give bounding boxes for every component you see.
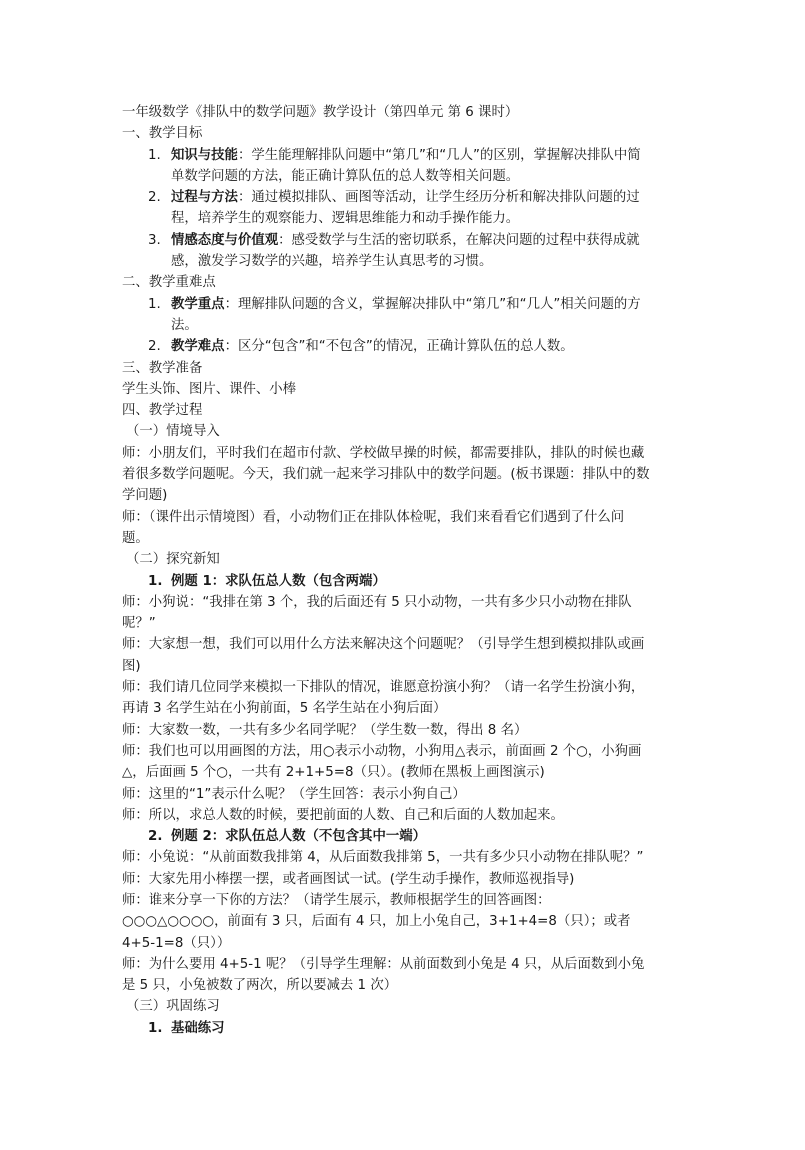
example-heading: [122, 826, 688, 847]
paragraph-line: 师：小朋友们，平时我们在超市付款、学校做早操的时候，都需要排队，排队的时候也藏: [122, 445, 645, 461]
paragraph-line: 师：为什么要用 4+5-1 呢？（引导学生理解：从前面数到小兔是 4 只，从后面数到小兔: [122, 956, 645, 972]
example-number: 1.: [148, 573, 163, 589]
paragraph-line: 师：小兔说：“从前面数我排第 4，从后面数我排第 5，一共有多少只小动物在排队呢？”: [122, 850, 644, 866]
paragraph-line: ○○○△○○○○，前面有 3 只，后面有 4 只，加上小兔自己，3+1+4=8（只）；或者: [122, 914, 631, 930]
goal-item-text: ：通过模拟排队、画图等活动，让学生经历分析和解决排队问题的过: [237, 190, 640, 206]
example-title: 例题 2：求队伍总人数（不包含其中一端）: [171, 829, 427, 845]
paragraph-line: 学问题): [122, 488, 168, 504]
paragraph-line: 是 5 只，小兔被数了两次，所以要减去 1 次）: [122, 978, 398, 994]
goal-item: [122, 145, 688, 188]
paragraph-line: 师：所以，求总人数的时候，要把前面的人数、自己和后面的人数加起来。: [122, 807, 564, 823]
paragraph-line: 题。: [122, 530, 149, 546]
goal-item-text: ：感受数学与生活的密切联系，在解决问题的过程中获得成就: [278, 232, 640, 248]
key-point-item: [122, 336, 688, 357]
paragraph-line: 呢？”: [122, 616, 156, 632]
section-heading-goals: 一、教学目标: [122, 126, 203, 142]
goal-item-number: 1.: [148, 147, 161, 163]
subsection-heading-explore: （二）探究新知: [126, 552, 220, 568]
paragraph-line: △，后面画 5 个○，一共有 2+1+5=8（只）。(教师在黑板上画图演示): [122, 765, 545, 781]
subsection-heading-intro: （一）情境导入: [126, 424, 220, 440]
example-title: 例题 1：求队伍总人数（包含两端）: [171, 573, 386, 589]
paragraph-line: 师：大家想一想，我们可以用什么方法来解决这个问题呢？（引导学生想到模拟排队或画: [122, 637, 645, 653]
paragraph-line: 师：谁来分享一下你的方法？（请学生展示，教师根据学生的回答画图：: [122, 892, 551, 908]
example-number: 2.: [148, 829, 163, 845]
goal-item-text: 感，激发学习数学的兴趣，培养学生认真思考的习惯。: [171, 254, 493, 270]
document-content: [122, 102, 688, 1039]
paragraph-line: 师：大家先用小棒摆一摆，或者画图试一试。(学生动手操作，教师巡视指导): [122, 871, 575, 887]
goal-item-text: 程，培养学生的观察能力、逻辑思维能力和动手操作能力。: [171, 211, 520, 227]
subsection-heading-practice: （三）巩固练习: [126, 999, 220, 1015]
goal-item-text: ：学生能理解排队问题中“第几”和“几人”的区别，掌握解决排队中简: [237, 147, 641, 163]
goal-item: [122, 230, 688, 273]
key-point-number: 2.: [148, 339, 161, 355]
goal-item-number: 2.: [148, 190, 161, 206]
goal-item: [122, 187, 688, 230]
goal-item-label: 过程与方法: [171, 190, 238, 206]
key-point-label: 教学重点: [171, 296, 225, 312]
paragraph-line: 师：大家数一数，一共有多少名同学呢？（学生数一数，得出 8 名）: [122, 722, 528, 738]
paragraph-line: 图): [122, 658, 141, 674]
paragraph-line: 师：我们也可以用画图的方法，用○表示小动物，小狗用△表示，前面画 2 个○，小狗画: [122, 743, 642, 759]
key-point-label: 教学难点: [171, 339, 225, 355]
key-point-item: [122, 294, 688, 337]
goal-item-label: 情感态度与价值观: [171, 232, 279, 248]
goal-item-text: 单数学问题的方法，能正确计算队伍的总人数等相关问题。: [171, 168, 520, 184]
key-point-text: ：理解排队问题的含义，掌握解决排队中“第几”和“几人”相关问题的方: [224, 296, 641, 312]
paragraph-line: 师：我们请几位同学来模拟一下排队的情况，谁愿意扮演小狗？（请一名学生扮演小狗，: [122, 680, 645, 696]
practice-item-number: 1.: [148, 1020, 163, 1036]
paragraph-line: 4+5-1=8（只））: [122, 935, 231, 951]
paragraph-line: 师：小狗说：“我排在第 3 个，我的后面还有 5 只小动物，一共有多少只小动物在排队: [122, 594, 632, 610]
practice-item-title: 基础练习: [171, 1020, 225, 1036]
paragraph-line: 着很多数学问题呢。今天，我们就一起来学习排队中的数学问题。(板书课题：排队中的数: [122, 467, 650, 483]
goal-item-label: 知识与技能: [171, 147, 238, 163]
key-point-text: ：区分“包含”和“不包含”的情况，正确计算队伍的总人数。: [224, 339, 574, 355]
goal-item-number: 3.: [148, 232, 161, 248]
section-heading-prep: 三、教学准备: [122, 360, 203, 376]
prep-text: 学生头饰、图片、课件、小棒: [122, 381, 297, 397]
document-title: 一年级数学《排队中的数学问题》教学设计（第四单元 第 6 课时）: [122, 105, 519, 120]
section-heading-key-points: 二、教学重难点: [122, 275, 216, 291]
example-heading: [122, 571, 688, 592]
practice-item-heading: [122, 1018, 688, 1039]
section-heading-process: 四、教学过程: [122, 403, 203, 419]
paragraph-line: 师：（课件出示情境图）看，小动物们正在排队体检呢，我们来看看它们遇到了什么问: [122, 509, 625, 525]
paragraph-line: 师：这里的“1”表示什么呢？（学生回答：表示小狗自己）: [122, 786, 466, 802]
key-point-number: 1.: [148, 296, 161, 312]
paragraph-line: 再请 3 名学生站在小狗前面，5 名学生站在小狗后面）: [122, 701, 447, 717]
key-point-text: 法。: [171, 317, 198, 333]
